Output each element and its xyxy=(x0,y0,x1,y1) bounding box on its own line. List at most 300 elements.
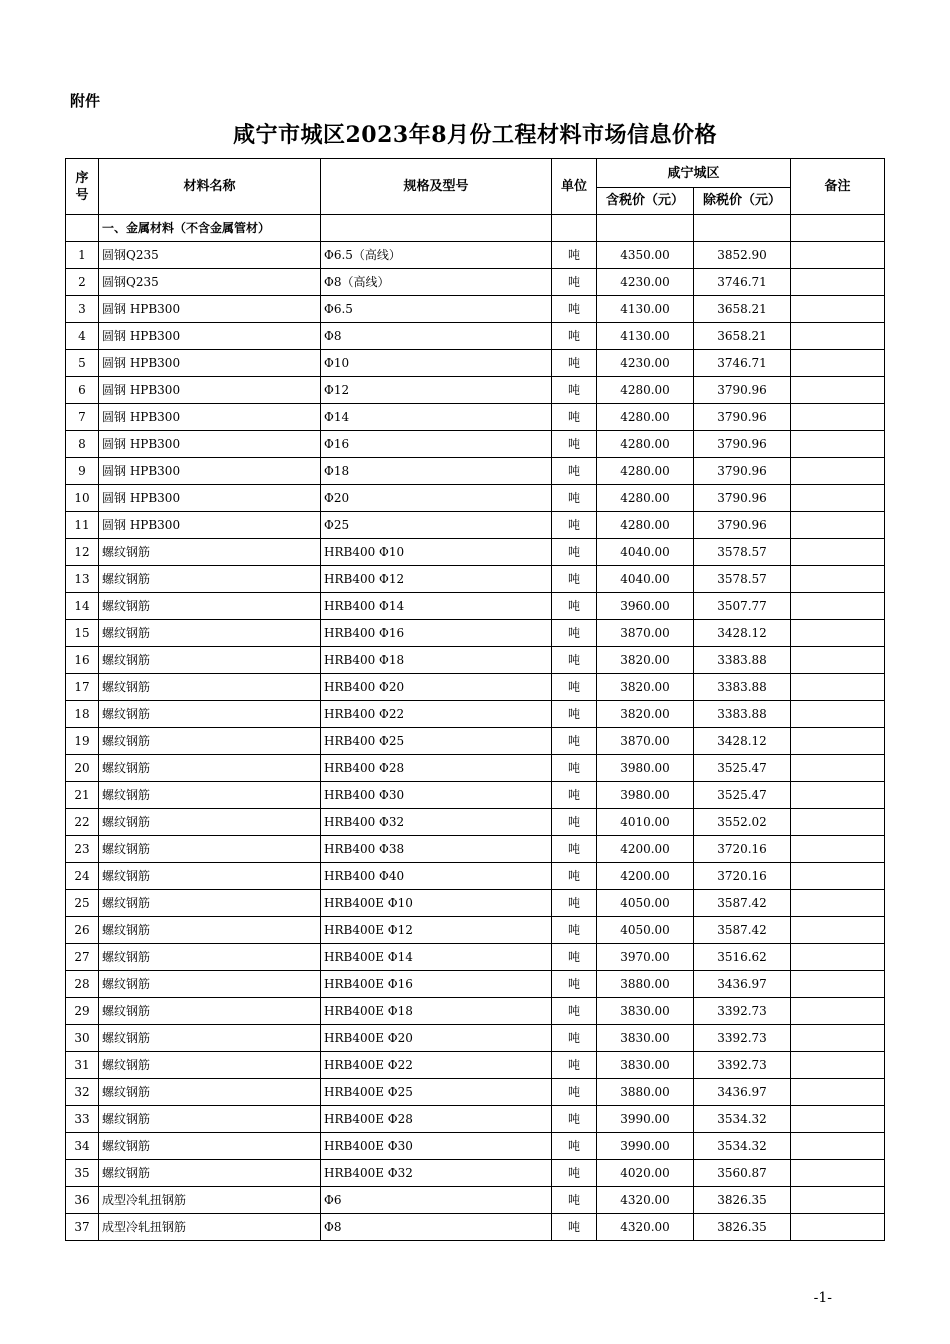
price-tax-included: 4040.00 xyxy=(597,539,694,566)
material-unit: 吨 xyxy=(552,944,597,971)
material-unit: 吨 xyxy=(552,998,597,1025)
row-number: 32 xyxy=(66,1079,99,1106)
row-number: 12 xyxy=(66,539,99,566)
table-row xyxy=(66,863,885,890)
price-tax-included: 4280.00 xyxy=(597,512,694,539)
material-spec: HRB400E Φ16 xyxy=(321,971,552,998)
price-tax-included: 3990.00 xyxy=(597,1106,694,1133)
material-spec: HRB400 Φ18 xyxy=(321,647,552,674)
remark-cell xyxy=(791,431,885,458)
row-number: 22 xyxy=(66,809,99,836)
row-number: 18 xyxy=(66,701,99,728)
price-tax-included: 3880.00 xyxy=(597,1079,694,1106)
material-name: 圆钢 HPB300 xyxy=(99,377,321,404)
material-name: 圆钢 HPB300 xyxy=(99,512,321,539)
material-spec: HRB400 Φ38 xyxy=(321,836,552,863)
section-title: 一、金属材料（不含金属管材） xyxy=(99,215,321,242)
price-tax-excluded: 3720.16 xyxy=(694,836,791,863)
material-unit: 吨 xyxy=(552,431,597,458)
row-number: 23 xyxy=(66,836,99,863)
table-row xyxy=(66,1106,885,1133)
row-number: 7 xyxy=(66,404,99,431)
price-tax-included: 4040.00 xyxy=(597,566,694,593)
price-tax-excluded: 3560.87 xyxy=(694,1160,791,1187)
material-spec: Φ16 xyxy=(321,431,552,458)
row-number: 5 xyxy=(66,350,99,377)
price-tax-excluded: 3587.42 xyxy=(694,890,791,917)
table-row xyxy=(66,593,885,620)
price-tax-excluded: 3826.35 xyxy=(694,1214,791,1241)
price-tax-excluded: 3790.96 xyxy=(694,431,791,458)
row-number: 28 xyxy=(66,971,99,998)
material-unit: 吨 xyxy=(552,1187,597,1214)
price-tax-excluded: 3790.96 xyxy=(694,458,791,485)
material-name: 螺纹钢筋 xyxy=(99,782,321,809)
row-number: 33 xyxy=(66,1106,99,1133)
material-spec: Φ8 xyxy=(321,1214,552,1241)
material-unit: 吨 xyxy=(552,269,597,296)
header-remark: 备注 xyxy=(791,159,885,215)
row-number: 3 xyxy=(66,296,99,323)
table-row xyxy=(66,377,885,404)
material-unit: 吨 xyxy=(552,1052,597,1079)
remark-cell xyxy=(791,971,885,998)
remark-cell xyxy=(791,458,885,485)
row-number: 37 xyxy=(66,1214,99,1241)
material-unit: 吨 xyxy=(552,1106,597,1133)
table-row xyxy=(66,1052,885,1079)
header-row-top xyxy=(66,159,885,188)
row-number: 29 xyxy=(66,998,99,1025)
price-tax-included: 4130.00 xyxy=(597,323,694,350)
row-number: 24 xyxy=(66,863,99,890)
table-row xyxy=(66,323,885,350)
material-unit: 吨 xyxy=(552,377,597,404)
price-tax-excluded: 3790.96 xyxy=(694,377,791,404)
material-name: 螺纹钢筋 xyxy=(99,1079,321,1106)
price-tax-excluded: 3525.47 xyxy=(694,755,791,782)
table-row xyxy=(66,350,885,377)
remark-cell xyxy=(791,1214,885,1241)
price-tax-excluded: 3392.73 xyxy=(694,1025,791,1052)
table-row xyxy=(66,755,885,782)
remark-cell xyxy=(791,1079,885,1106)
material-spec: HRB400E Φ18 xyxy=(321,998,552,1025)
material-spec: HRB400 Φ10 xyxy=(321,539,552,566)
price-tax-excluded: 3746.71 xyxy=(694,350,791,377)
price-tax-excluded: 3436.97 xyxy=(694,1079,791,1106)
price-tax-included: 4230.00 xyxy=(597,350,694,377)
material-name: 螺纹钢筋 xyxy=(99,863,321,890)
table-row xyxy=(66,917,885,944)
price-tax-included: 4280.00 xyxy=(597,485,694,512)
material-name: 圆钢Q235 xyxy=(99,242,321,269)
price-tax-excluded: 3852.90 xyxy=(694,242,791,269)
material-spec: HRB400 Φ20 xyxy=(321,674,552,701)
material-unit: 吨 xyxy=(552,296,597,323)
material-name: 圆钢 HPB300 xyxy=(99,431,321,458)
price-tax-included: 3830.00 xyxy=(597,1025,694,1052)
price-tax-included: 4200.00 xyxy=(597,836,694,863)
price-tax-excluded: 3516.62 xyxy=(694,944,791,971)
remark-cell xyxy=(791,269,885,296)
material-spec: Φ6 xyxy=(321,1187,552,1214)
row-number: 35 xyxy=(66,1160,99,1187)
remark-cell xyxy=(791,350,885,377)
material-unit: 吨 xyxy=(552,404,597,431)
row-number: 20 xyxy=(66,755,99,782)
remark-cell xyxy=(791,377,885,404)
remark-cell xyxy=(791,836,885,863)
table-row xyxy=(66,674,885,701)
material-spec: HRB400E Φ12 xyxy=(321,917,552,944)
material-spec: Φ18 xyxy=(321,458,552,485)
material-spec: HRB400E Φ10 xyxy=(321,890,552,917)
section-row xyxy=(66,215,885,242)
price-tax-included: 3870.00 xyxy=(597,728,694,755)
material-name: 圆钢 HPB300 xyxy=(99,458,321,485)
material-spec: Φ14 xyxy=(321,404,552,431)
table-row xyxy=(66,971,885,998)
material-name: 螺纹钢筋 xyxy=(99,620,321,647)
row-number: 25 xyxy=(66,890,99,917)
price-tax-included: 4020.00 xyxy=(597,1160,694,1187)
price-tax-included: 3980.00 xyxy=(597,755,694,782)
price-tax-excluded: 3383.88 xyxy=(694,674,791,701)
price-tax-excluded: 3658.21 xyxy=(694,323,791,350)
price-tax-excluded: 3383.88 xyxy=(694,701,791,728)
material-unit: 吨 xyxy=(552,593,597,620)
material-spec: HRB400 Φ14 xyxy=(321,593,552,620)
table-row xyxy=(66,566,885,593)
row-number: 19 xyxy=(66,728,99,755)
remark-cell xyxy=(791,674,885,701)
material-unit: 吨 xyxy=(552,566,597,593)
material-unit: 吨 xyxy=(552,917,597,944)
price-tax-included: 3990.00 xyxy=(597,1133,694,1160)
material-unit: 吨 xyxy=(552,755,597,782)
material-unit: 吨 xyxy=(552,539,597,566)
remark-cell xyxy=(791,1133,885,1160)
material-name: 螺纹钢筋 xyxy=(99,809,321,836)
header-name: 材料名称 xyxy=(99,159,321,215)
price-tax-excluded: 3790.96 xyxy=(694,512,791,539)
material-name: 螺纹钢筋 xyxy=(99,566,321,593)
material-spec: HRB400 Φ22 xyxy=(321,701,552,728)
material-unit: 吨 xyxy=(552,782,597,809)
row-number: 1 xyxy=(66,242,99,269)
price-tax-excluded: 3534.32 xyxy=(694,1106,791,1133)
price-tax-included: 4050.00 xyxy=(597,890,694,917)
material-spec: HRB400E Φ22 xyxy=(321,1052,552,1079)
price-tax-included: 4280.00 xyxy=(597,458,694,485)
material-name: 螺纹钢筋 xyxy=(99,836,321,863)
price-tax-included: 4010.00 xyxy=(597,809,694,836)
remark-cell xyxy=(791,944,885,971)
remark-cell xyxy=(791,809,885,836)
row-number: 36 xyxy=(66,1187,99,1214)
row-number: 34 xyxy=(66,1133,99,1160)
material-spec: Φ8 xyxy=(321,323,552,350)
remark-cell xyxy=(791,1052,885,1079)
price-tax-included: 3880.00 xyxy=(597,971,694,998)
remark-cell xyxy=(791,512,885,539)
material-unit: 吨 xyxy=(552,512,597,539)
price-tax-excluded: 3392.73 xyxy=(694,998,791,1025)
material-name: 成型冷轧扭钢筋 xyxy=(99,1214,321,1241)
material-unit: 吨 xyxy=(552,242,597,269)
price-tax-excluded: 3428.12 xyxy=(694,728,791,755)
material-unit: 吨 xyxy=(552,890,597,917)
table-row xyxy=(66,404,885,431)
material-spec: HRB400 Φ30 xyxy=(321,782,552,809)
remark-cell xyxy=(791,1106,885,1133)
price-tax-excluded: 3525.47 xyxy=(694,782,791,809)
price-table xyxy=(65,158,885,1241)
price-tax-excluded: 3534.32 xyxy=(694,1133,791,1160)
price-tax-included: 4130.00 xyxy=(597,296,694,323)
material-name: 螺纹钢筋 xyxy=(99,674,321,701)
material-spec: HRB400E Φ25 xyxy=(321,1079,552,1106)
remark-cell xyxy=(791,404,885,431)
material-spec: HRB400E Φ28 xyxy=(321,1106,552,1133)
header-spec: 规格及型号 xyxy=(321,159,552,215)
price-tax-included: 4320.00 xyxy=(597,1214,694,1241)
remark-cell xyxy=(791,323,885,350)
material-unit: 吨 xyxy=(552,350,597,377)
material-unit: 吨 xyxy=(552,728,597,755)
price-tax-included: 3820.00 xyxy=(597,701,694,728)
price-tax-excluded: 3552.02 xyxy=(694,809,791,836)
material-name: 圆钢 HPB300 xyxy=(99,296,321,323)
row-number: 4 xyxy=(66,323,99,350)
price-tax-excluded: 3383.88 xyxy=(694,647,791,674)
material-spec: Φ6.5 xyxy=(321,296,552,323)
table-row xyxy=(66,512,885,539)
row-number: 30 xyxy=(66,1025,99,1052)
row-number: 9 xyxy=(66,458,99,485)
material-name: 螺纹钢筋 xyxy=(99,971,321,998)
row-number: 10 xyxy=(66,485,99,512)
header-seq: 序 号 xyxy=(66,159,99,215)
header-tax-excl: 除税价（元） xyxy=(694,188,791,215)
table-row xyxy=(66,1187,885,1214)
material-spec: HRB400E Φ32 xyxy=(321,1160,552,1187)
table-row xyxy=(66,944,885,971)
row-number: 13 xyxy=(66,566,99,593)
material-name: 螺纹钢筋 xyxy=(99,593,321,620)
table-row xyxy=(66,620,885,647)
header-unit: 单位 xyxy=(552,159,597,215)
page-title: 咸宁市城区2023年8月份工程材料市场信息价格 xyxy=(232,122,718,148)
header-tax-incl: 含税价（元） xyxy=(597,188,694,215)
row-number: 14 xyxy=(66,593,99,620)
material-unit: 吨 xyxy=(552,1079,597,1106)
price-tax-excluded: 3428.12 xyxy=(694,620,791,647)
remark-cell xyxy=(791,755,885,782)
table-row xyxy=(66,1160,885,1187)
table-row xyxy=(66,1214,885,1241)
remark-cell xyxy=(791,782,885,809)
price-tax-excluded: 3790.96 xyxy=(694,485,791,512)
row-number: 6 xyxy=(66,377,99,404)
price-tax-included: 3960.00 xyxy=(597,593,694,620)
table-row xyxy=(66,809,885,836)
material-name: 螺纹钢筋 xyxy=(99,944,321,971)
remark-cell xyxy=(791,593,885,620)
material-unit: 吨 xyxy=(552,701,597,728)
remark-cell xyxy=(791,998,885,1025)
row-number: 31 xyxy=(66,1052,99,1079)
material-name: 螺纹钢筋 xyxy=(99,728,321,755)
table-row xyxy=(66,242,885,269)
price-tax-included: 3820.00 xyxy=(597,647,694,674)
table-row xyxy=(66,647,885,674)
material-name: 圆钢 HPB300 xyxy=(99,485,321,512)
material-spec: Φ20 xyxy=(321,485,552,512)
row-number: 17 xyxy=(66,674,99,701)
price-tax-included: 4230.00 xyxy=(597,269,694,296)
table-row xyxy=(66,836,885,863)
material-name: 螺纹钢筋 xyxy=(99,1160,321,1187)
price-tax-included: 3970.00 xyxy=(597,944,694,971)
table-row xyxy=(66,728,885,755)
material-spec: HRB400 Φ28 xyxy=(321,755,552,782)
price-tax-excluded: 3790.96 xyxy=(694,404,791,431)
price-tax-included: 4200.00 xyxy=(597,863,694,890)
table-row xyxy=(66,269,885,296)
header-region: 咸宁城区 xyxy=(597,159,791,188)
material-name: 螺纹钢筋 xyxy=(99,539,321,566)
material-unit: 吨 xyxy=(552,1133,597,1160)
price-tax-excluded: 3826.35 xyxy=(694,1187,791,1214)
material-spec: Φ10 xyxy=(321,350,552,377)
price-tax-excluded: 3587.42 xyxy=(694,917,791,944)
row-number: 8 xyxy=(66,431,99,458)
price-tax-included: 4350.00 xyxy=(597,242,694,269)
remark-cell xyxy=(791,917,885,944)
remark-cell xyxy=(791,890,885,917)
remark-cell xyxy=(791,566,885,593)
price-tax-excluded: 3436.97 xyxy=(694,971,791,998)
price-tax-included: 4280.00 xyxy=(597,377,694,404)
remark-cell xyxy=(791,728,885,755)
price-tax-included: 4280.00 xyxy=(597,404,694,431)
table-row xyxy=(66,1025,885,1052)
material-name: 螺纹钢筋 xyxy=(99,1052,321,1079)
material-unit: 吨 xyxy=(552,1160,597,1187)
price-tax-included: 3820.00 xyxy=(597,674,694,701)
remark-cell xyxy=(791,620,885,647)
table-row xyxy=(66,701,885,728)
table-row xyxy=(66,539,885,566)
material-name: 圆钢 HPB300 xyxy=(99,350,321,377)
row-number: 21 xyxy=(66,782,99,809)
price-tax-included: 4280.00 xyxy=(597,431,694,458)
price-tax-included: 4050.00 xyxy=(597,917,694,944)
table-row xyxy=(66,890,885,917)
price-tax-included: 3870.00 xyxy=(597,620,694,647)
material-name: 螺纹钢筋 xyxy=(99,1133,321,1160)
page-number: -1- xyxy=(813,1290,832,1306)
material-name: 螺纹钢筋 xyxy=(99,998,321,1025)
table-row xyxy=(66,998,885,1025)
remark-cell xyxy=(791,647,885,674)
price-tax-excluded: 3392.73 xyxy=(694,1052,791,1079)
table-row xyxy=(66,296,885,323)
price-tax-excluded: 3746.71 xyxy=(694,269,791,296)
table-row xyxy=(66,431,885,458)
material-spec: Φ12 xyxy=(321,377,552,404)
material-name: 螺纹钢筋 xyxy=(99,1106,321,1133)
material-unit: 吨 xyxy=(552,863,597,890)
remark-cell xyxy=(791,485,885,512)
table-row xyxy=(66,782,885,809)
material-unit: 吨 xyxy=(552,836,597,863)
material-spec: HRB400 Φ25 xyxy=(321,728,552,755)
material-unit: 吨 xyxy=(552,1025,597,1052)
material-spec: Φ6.5（高线） xyxy=(321,242,552,269)
row-number: 16 xyxy=(66,647,99,674)
material-spec: HRB400 Φ12 xyxy=(321,566,552,593)
remark-cell xyxy=(791,242,885,269)
material-spec: HRB400 Φ32 xyxy=(321,809,552,836)
row-number: 2 xyxy=(66,269,99,296)
price-tax-included: 3830.00 xyxy=(597,998,694,1025)
material-unit: 吨 xyxy=(552,485,597,512)
table-row xyxy=(66,1079,885,1106)
material-spec: Φ25 xyxy=(321,512,552,539)
material-name: 螺纹钢筋 xyxy=(99,917,321,944)
table-row xyxy=(66,1133,885,1160)
material-unit: 吨 xyxy=(552,620,597,647)
material-name: 螺纹钢筋 xyxy=(99,755,321,782)
material-spec: HRB400 Φ16 xyxy=(321,620,552,647)
material-name: 螺纹钢筋 xyxy=(99,890,321,917)
remark-cell xyxy=(791,296,885,323)
attachment-label: 附件 xyxy=(70,92,101,110)
material-spec: HRB400 Φ40 xyxy=(321,863,552,890)
material-name: 圆钢 HPB300 xyxy=(99,404,321,431)
price-tax-excluded: 3578.57 xyxy=(694,566,791,593)
remark-cell xyxy=(791,1025,885,1052)
material-name: 成型冷轧扭钢筋 xyxy=(99,1187,321,1214)
remark-cell xyxy=(791,701,885,728)
price-tax-excluded: 3507.77 xyxy=(694,593,791,620)
material-spec: Φ8（高线） xyxy=(321,269,552,296)
row-number: 27 xyxy=(66,944,99,971)
row-number: 15 xyxy=(66,620,99,647)
row-number: 11 xyxy=(66,512,99,539)
price-tax-excluded: 3578.57 xyxy=(694,539,791,566)
price-tax-excluded: 3720.16 xyxy=(694,863,791,890)
material-unit: 吨 xyxy=(552,1214,597,1241)
material-name: 圆钢Q235 xyxy=(99,269,321,296)
material-unit: 吨 xyxy=(552,458,597,485)
price-tax-included: 3830.00 xyxy=(597,1052,694,1079)
table-row xyxy=(66,485,885,512)
material-unit: 吨 xyxy=(552,971,597,998)
material-unit: 吨 xyxy=(552,809,597,836)
price-tax-included: 4320.00 xyxy=(597,1187,694,1214)
table-row xyxy=(66,458,885,485)
remark-cell xyxy=(791,1187,885,1214)
material-unit: 吨 xyxy=(552,323,597,350)
material-spec: HRB400E Φ14 xyxy=(321,944,552,971)
material-spec: HRB400E Φ20 xyxy=(321,1025,552,1052)
remark-cell xyxy=(791,863,885,890)
material-name: 螺纹钢筋 xyxy=(99,1025,321,1052)
